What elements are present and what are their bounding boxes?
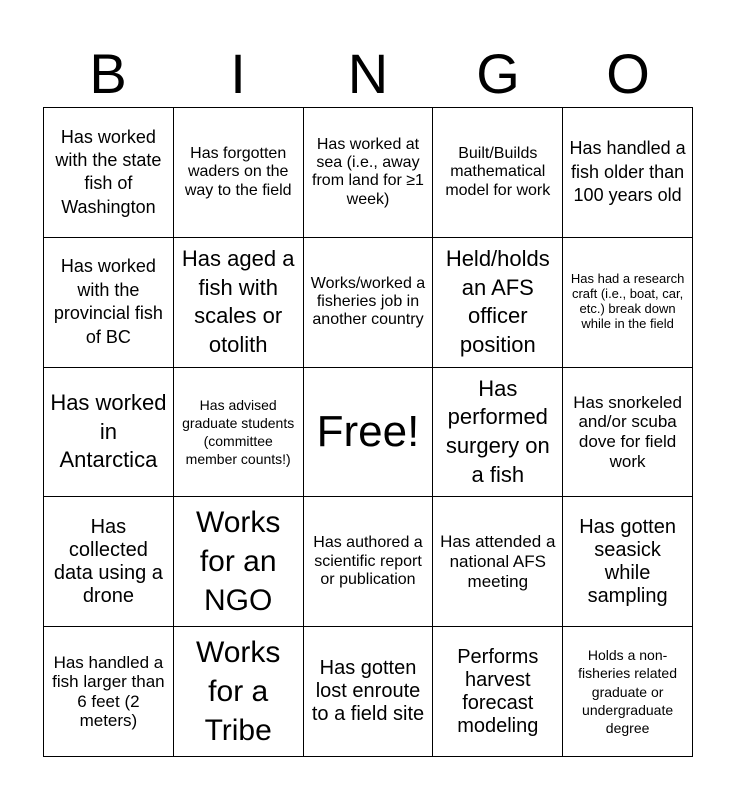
bingo-cell-r4-c4[interactable]: Has attended a national AFS meeting: [433, 497, 563, 627]
bingo-cell-r4-c5[interactable]: Has gotten seasick while sampling: [563, 497, 693, 627]
header-letter-b: B: [89, 42, 127, 105]
bingo-cell-r4-c2[interactable]: Works for an NGO: [174, 497, 304, 627]
header-letter-o: O: [606, 42, 650, 105]
bingo-cell-r3-c2[interactable]: Has advised graduate students (committee member counts!): [174, 368, 304, 498]
bingo-cell-r4-c1[interactable]: Has collected data using a drone: [44, 497, 174, 627]
header-letter-i: I: [230, 42, 246, 105]
bingo-cell-r5-c3[interactable]: Has gotten lost enroute to a field site: [304, 627, 434, 757]
bingo-cell-r3-c4[interactable]: Has performed surgery on a fish: [433, 368, 563, 498]
bingo-cell-r2-c5[interactable]: Has had a research craft (i.e., boat, car, etc.) break down while in the field: [563, 238, 693, 368]
bingo-cell-r4-c3[interactable]: Has authored a scientific report or publication: [304, 497, 434, 627]
bingo-cell-r2-c1[interactable]: Has worked with the provincial fish of BC: [44, 238, 174, 368]
bingo-cell-r3-c1[interactable]: Has worked in Antarctica: [44, 368, 174, 498]
bingo-cell-r1-c3[interactable]: Has worked at sea (i.e., away from land for ≥1 week): [304, 108, 434, 238]
bingo-cell-r2-c4[interactable]: Held/holds an AFS officer position: [433, 238, 563, 368]
bingo-cell-r1-c4[interactable]: Built/Builds mathematical model for work: [433, 108, 563, 238]
header-letter-n: N: [347, 42, 389, 105]
bingo-cell-r1-c5[interactable]: Has handled a fish older than 100 years old: [563, 108, 693, 238]
bingo-cell-r5-c4[interactable]: Performs harvest forecast modeling: [433, 627, 563, 757]
bingo-cell-r3-c5[interactable]: Has snorkeled and/or scuba dove for field work: [563, 368, 693, 498]
bingo-cell-r1-c2[interactable]: Has forgotten waders on the way to the field: [174, 108, 304, 238]
bingo-cell-r5-c5[interactable]: Holds a non-fisheries related graduate or undergraduate degree: [563, 627, 693, 757]
bingo-cell-r2-c2[interactable]: Has aged a fish with scales or otolith: [174, 238, 304, 368]
bingo-cell-r2-c3[interactable]: Works/worked a fisheries job in another country: [304, 238, 434, 368]
bingo-cell-r5-c2[interactable]: Works for a Tribe: [174, 627, 304, 757]
header-letter-g: G: [476, 42, 520, 105]
bingo-header: [43, 40, 693, 108]
bingo-free-space[interactable]: Free!: [304, 368, 434, 498]
bingo-card-grid: [43, 107, 693, 757]
bingo-cell-r1-c1[interactable]: Has worked with the state fish of Washington: [44, 108, 174, 238]
bingo-cell-r5-c1[interactable]: Has handled a fish larger than 6 feet (2 meters): [44, 627, 174, 757]
